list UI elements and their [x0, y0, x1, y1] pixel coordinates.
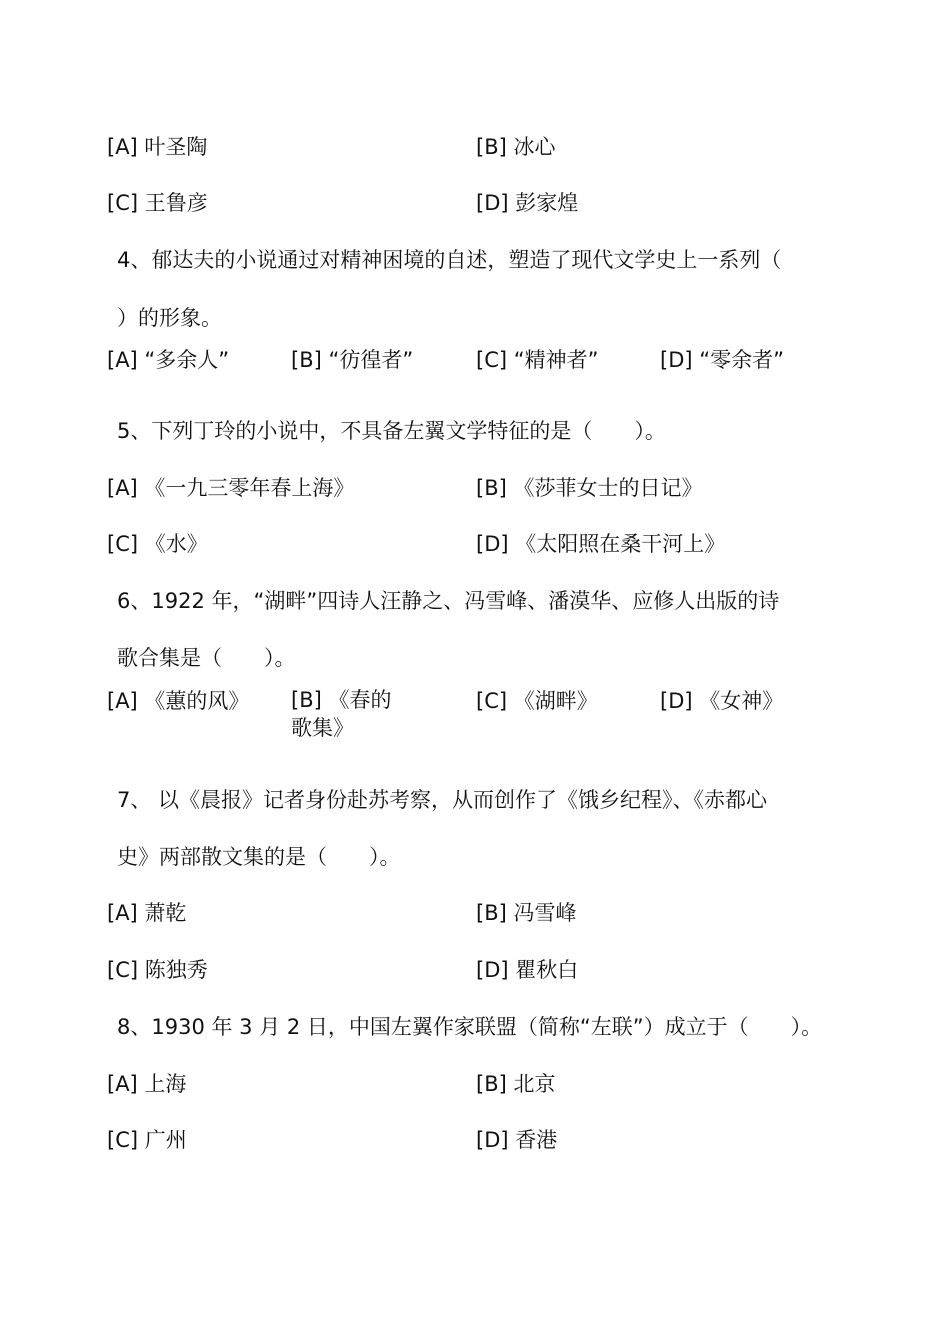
q3-option-c: [C] 王鲁彦	[107, 191, 208, 215]
q4-stem-line2: ）的形象。	[117, 306, 222, 330]
q8-option-a: [A] 上海	[107, 1072, 187, 1096]
q3-option-a: [A] 叶圣陶	[107, 135, 208, 159]
q6-stem-line2: 歌合集是（ ）。	[117, 646, 296, 670]
q7-option-c: [C] 陈独秀	[107, 958, 208, 982]
q8-option-d: [D] 香港	[476, 1128, 558, 1152]
q8-option-c: [C] 广州	[107, 1128, 187, 1152]
q4-option-c: [C] “精神者”	[476, 348, 599, 372]
q3-option-b: [B] 冰心	[476, 135, 556, 159]
q6-option-d: [D] 《女神》	[660, 689, 784, 713]
q8-option-b: [B] 北京	[476, 1072, 556, 1096]
q6-option-a: [A] 《蕙的风》	[107, 689, 250, 713]
q7-stem-line2: 史》两部散文集的是（ ）。	[117, 845, 401, 869]
q4-stem-line1: 4、郁达夫的小说通过对精神困境的自述，塑造了现代文学史上一系列（	[117, 248, 782, 272]
q4-option-b: [B] “彷徨者”	[291, 348, 414, 372]
q7-option-b: [B] 冯雪峰	[476, 901, 577, 925]
q5-option-d: [D] 《太阳照在桑干河上》	[476, 532, 726, 556]
q5-option-b: [B] 《莎菲女士的日记》	[476, 476, 703, 500]
q8-stem: 8、1930 年 3 月 2 日，中国左翼作家联盟（简称“左联”）成立于（ ）。	[117, 1015, 823, 1039]
q6-option-b: [B] 《春的歌集》	[291, 688, 392, 740]
q4-option-d: [D] “零余者”	[660, 348, 784, 372]
q4-option-a: [A] “多余人”	[107, 348, 230, 372]
q5-stem: 5、下列丁玲的小说中，不具备左翼文学特征的是（ ）。	[117, 419, 666, 443]
q5-option-c: [C] 《水》	[107, 532, 208, 556]
q7-option-d: [D] 瞿秋白	[476, 958, 579, 982]
q3-option-d: [D] 彭家煌	[476, 191, 579, 215]
q7-option-a: [A] 萧乾	[107, 901, 187, 925]
q7-stem-line1: 7、 以《晨报》记者身份赴苏考察，从而创作了《饿乡纪程》、《赤都心	[117, 788, 768, 812]
q6-option-c: [C] 《湖畔》	[476, 689, 598, 713]
q6-stem-line1: 6、1922 年，“湖畔”四诗人汪静之、冯雪峰、潘漠华、应修人出版的诗	[117, 589, 780, 613]
q5-option-a: [A] 《一九三零年春上海》	[107, 476, 355, 500]
